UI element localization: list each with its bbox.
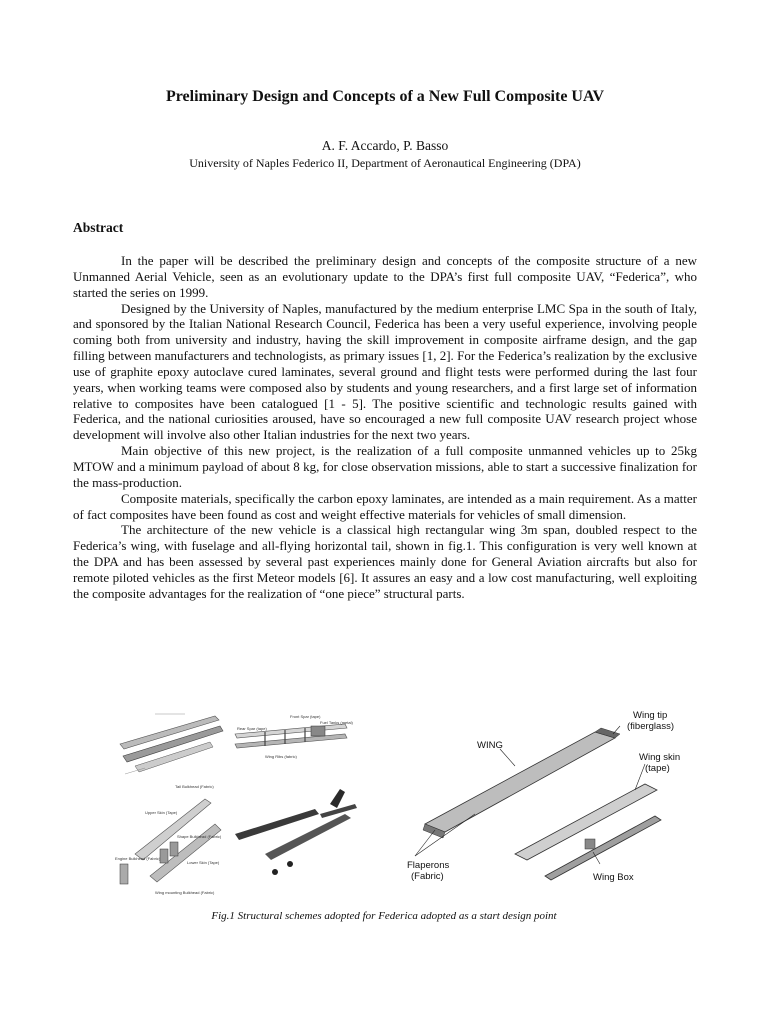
rear-spar-label: Rear Spar (tape) bbox=[237, 726, 267, 731]
paper-affiliation: University of Naples Federico II, Department of Aeronautical Engineering (DPA) bbox=[189, 156, 581, 170]
figure-caption: Fig.1 Structural schemes adopted for Federica adopted as a start design point bbox=[211, 910, 557, 922]
aircraft-sketch bbox=[235, 789, 357, 875]
upper-skin-label: Upper Skin (Tape) bbox=[145, 810, 178, 815]
abstract-body bbox=[73, 253, 697, 602]
wing-tip-material-label: (fiberglass) bbox=[627, 721, 674, 732]
flaperons-material-label: (Fabric) bbox=[411, 871, 444, 882]
fuselage-exploded-sketch bbox=[115, 784, 222, 895]
fuel-tanks-label: Fuel Tanks (metal) bbox=[320, 720, 353, 725]
abstract-paragraph: Main objective of this new project, is the realization of a full composite unmanned vehicles up to 25kg MTOW and a minimum payload of about 8 kg, for close observation missions, able to start a successive finalization for the mass-production. bbox=[73, 443, 697, 490]
tail-bulkhead-label: Tail Bulkhead (Fabric) bbox=[175, 784, 214, 789]
wing-label: WING bbox=[477, 740, 503, 751]
abstract-heading: Abstract bbox=[73, 220, 124, 235]
abstract-paragraph: Composite materials, specifically the carbon epoxy laminates, are intended as a main requirement. As a matter of fact composites have been found as cost and weight effective materials for vehicles of small dimension. bbox=[73, 490, 697, 522]
paper-title: Preliminary Design and Concepts of a New Full Composite UAV bbox=[165, 88, 605, 105]
wing-mounting-bulkhead-label: Wing mounting Bulkhead (Fabric) bbox=[155, 890, 215, 895]
wing-skin-material-label: (tape) bbox=[645, 763, 670, 774]
flaperons-label: Flaperons bbox=[407, 860, 450, 871]
wing-box-label: Wing Box bbox=[593, 872, 634, 883]
wing-skin-label: Wing skin bbox=[639, 752, 681, 763]
wing-ribs-label: Wing Ribs (fabric) bbox=[265, 754, 297, 759]
abstract-paragraph: Designed by the University of Naples, manufactured by the medium enterprise LMC Spa in the south of Italy, and sponsored by the Italian National Research Council, Federica has been a very useful experience, involving people coming both from university and industry, having the skill improvement in composite airframe design, and the gap filling between manufacturers and technologists, as primary issues [1, 2]. For the Federica’s realization by the exclusive use of graphite epoxy autoclave cured laminates, several ground and flight tests were performed during the last four years, when working teams were composed also by students and young researchers, and a first large set of information relative to composites have been catalogued [1 - 5]. The positive scientific and technologic results gained with Federica, and the national curiosities aroused, have so encouraged a new full composite UAV research project whose development will involve also other Italian industries for the next two years. bbox=[73, 300, 697, 443]
abstract-paragraph: The architecture of the new vehicle is a classical high rectangular wing 3m span, doubled respect to the Federica’s wing, with fuselage and all-flying horizontal tail, shown in fig.1. This configuration is very well known at the DPA and has been assessed by several past experiences mainly done for General Aviation aircrafts but also for remote piloted vehicles as the first Meteor models [6]. It assures an easy and a low cost manufacturing, well exploiting the composite advantages for the realization of “one piece” structural parts. bbox=[73, 522, 697, 601]
front-spar-label: Front Spar (tape) bbox=[290, 714, 321, 719]
lower-skin-label: Lower Skin (Tape) bbox=[187, 860, 220, 865]
spar-rib-sketch bbox=[235, 714, 353, 759]
structural-schemes-figure bbox=[115, 704, 681, 904]
wing-detail-sketch bbox=[415, 726, 661, 880]
abstract-paragraph: In the paper will be described the preliminary design and concepts of the composite structure of a new Unmanned Aerial Vehicle, seen as an evolutionary update to the DPA’s first full composite UAV, “Federica”, who started the series on 1999. bbox=[73, 253, 697, 300]
shape-bulkhead-label: Shape Bulkhead (Fabric) bbox=[177, 834, 222, 839]
wing-tip-label: Wing tip bbox=[633, 710, 668, 721]
wing-exploded-sketch bbox=[120, 714, 223, 774]
engine-bulkhead-label: Engine Bulkhead (Fabric) bbox=[115, 856, 161, 861]
paper-authors: A. F. Accardo, P. Basso bbox=[321, 138, 449, 153]
